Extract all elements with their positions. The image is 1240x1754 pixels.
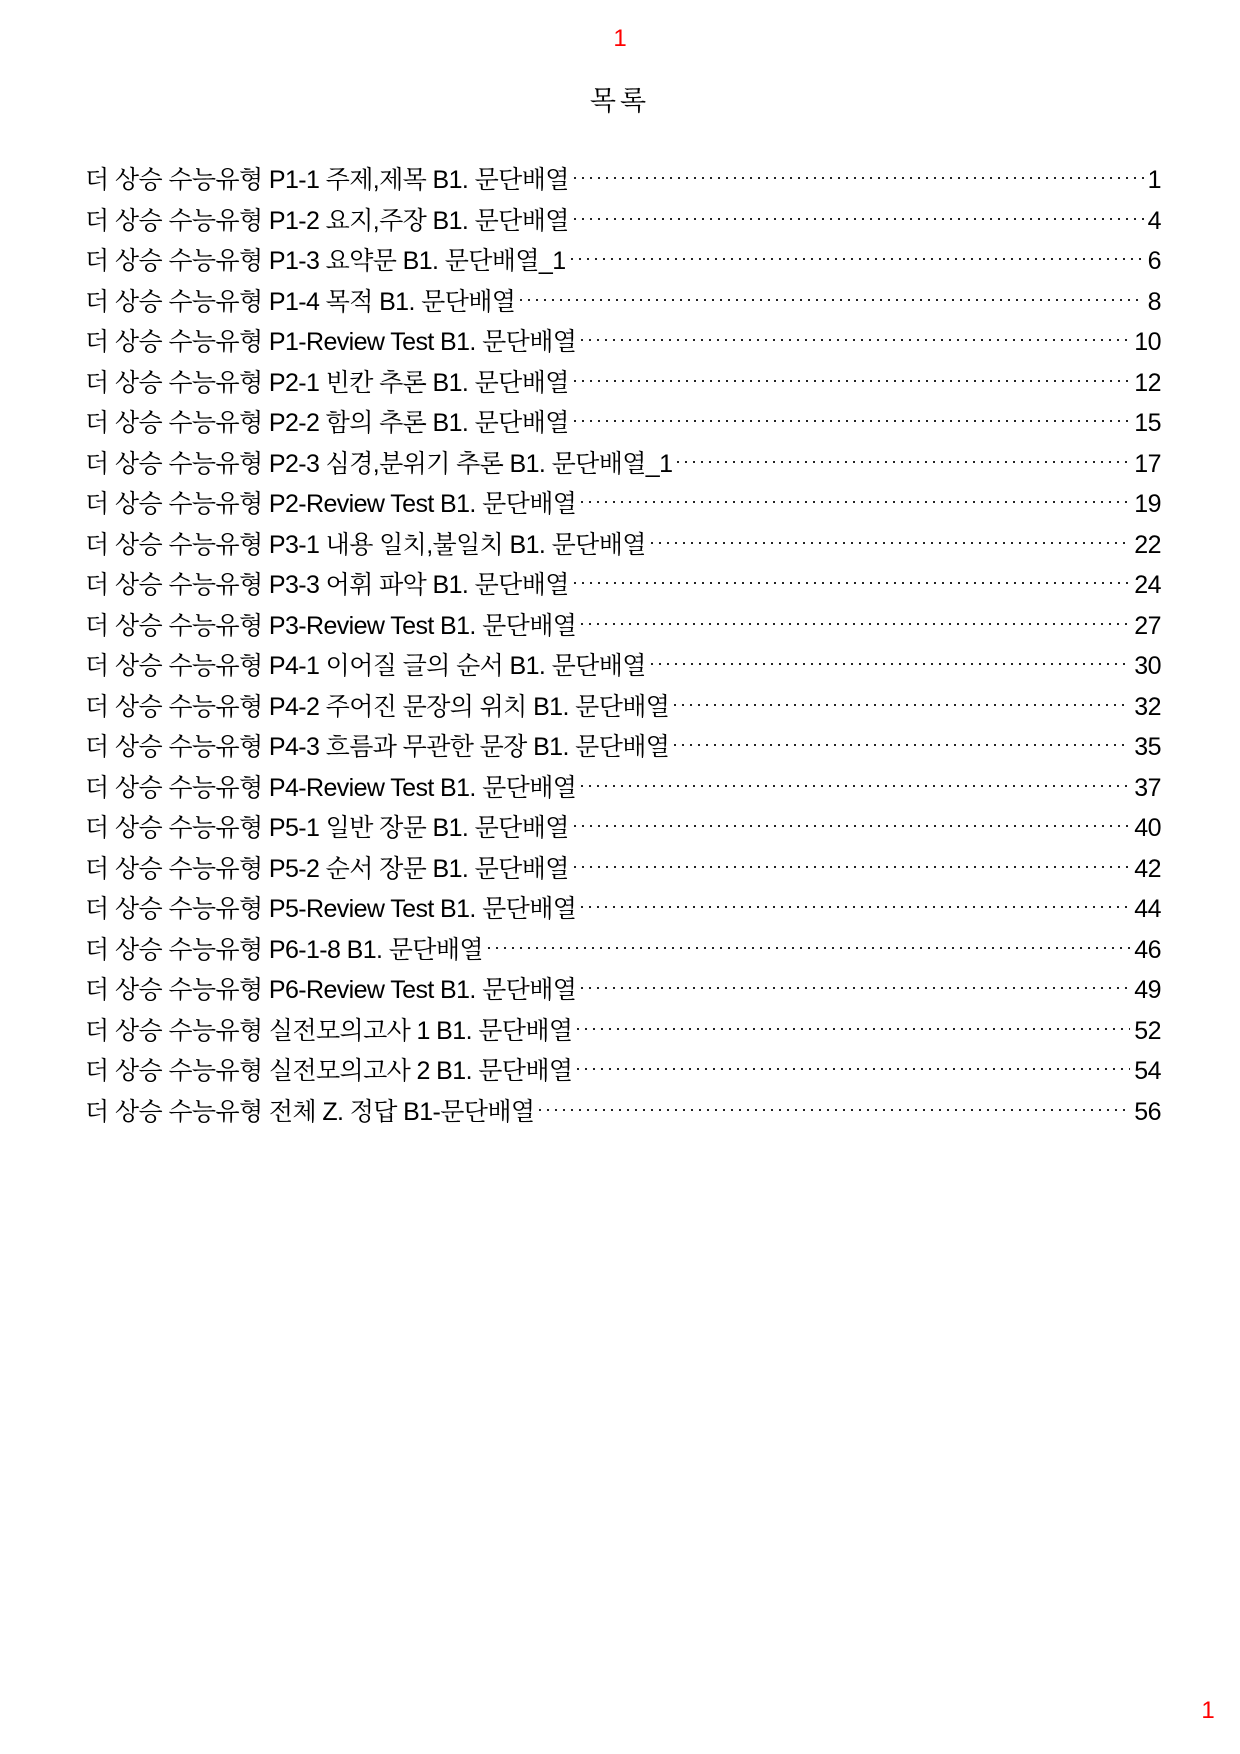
- toc-entry-title: 더 상승 수능유형 P4-Review Test B1. 문단배열: [85, 773, 577, 802]
- toc-entry-page: 24: [1134, 571, 1161, 599]
- dot-leader: [571, 380, 1130, 382]
- footer-page-number: 1: [1201, 1697, 1215, 1724]
- toc-entry[interactable]: [85, 930, 1161, 971]
- toc-entry-page: 49: [1134, 976, 1161, 1004]
- dot-leader: [578, 906, 1130, 908]
- dot-leader: [571, 218, 1144, 220]
- toc-entry-title: 더 상승 수능유형 P1-Review Test B1. 문단배열: [85, 328, 577, 356]
- toc-entry-title: 더 상승 수능유형 P3-Review Test B1. 문단배열: [85, 611, 577, 640]
- toc-entry-title: 더 상승 수능유형 P3-3 어휘 파악 B1. 문단배열: [85, 571, 569, 599]
- toc-entry-page: 10: [1134, 328, 1161, 356]
- toc-entry-title: 더 상승 수능유형 P1-1 주제,제목 B1. 문단배열: [85, 166, 569, 194]
- toc-entry-page: 46: [1134, 935, 1161, 964]
- toc-entry[interactable]: [85, 484, 1161, 525]
- toc-entry-title: 더 상승 수능유형 P2-1 빈칸 추론 B1. 문단배열: [85, 368, 569, 397]
- toc-entry[interactable]: [85, 768, 1161, 809]
- toc-entry[interactable]: [85, 525, 1161, 566]
- dot-leader: [536, 1109, 1130, 1111]
- dot-leader: [571, 825, 1130, 827]
- toc-entry[interactable]: [85, 808, 1161, 849]
- dot-leader: [671, 704, 1130, 706]
- toc-entry[interactable]: [85, 970, 1161, 1011]
- toc-entry-title: 더 상승 수능유형 P5-2 순서 장문 B1. 문단배열: [85, 854, 569, 883]
- toc-entry[interactable]: [85, 363, 1161, 404]
- toc-entry-title: 더 상승 수능유형 실전모의고사 1 B1. 문단배열: [85, 1016, 573, 1045]
- toc-entry[interactable]: [85, 727, 1161, 768]
- toc-entry-title: 더 상승 수능유형 전체 Z. 정답 B1-문단배열: [85, 1097, 535, 1126]
- toc-entry-page: 40: [1134, 814, 1161, 842]
- toc-entry-title: 더 상승 수능유형 P1-3 요약문 B1. 문단배열_1: [85, 247, 566, 275]
- dot-leader: [574, 1028, 1130, 1030]
- toc-entry-page: 12: [1134, 368, 1161, 397]
- toc-entry-title: 더 상승 수능유형 P1-2 요지,주장 B1. 문단배열: [85, 206, 569, 235]
- toc-entry[interactable]: [85, 444, 1161, 485]
- dot-leader: [578, 501, 1130, 503]
- dot-leader: [568, 258, 1144, 260]
- toc-entry-title: 더 상승 수능유형 P4-1 이어질 글의 순서 B1. 문단배열: [85, 652, 646, 680]
- toc-entry[interactable]: [85, 282, 1161, 323]
- toc-title: 목록: [589, 86, 651, 116]
- dot-leader: [571, 866, 1130, 868]
- toc-entry-page: 27: [1134, 611, 1161, 640]
- toc-entry-page: 8: [1147, 287, 1161, 316]
- toc-entry-page: 6: [1147, 247, 1161, 275]
- dot-leader: [485, 947, 1130, 949]
- toc-entry[interactable]: [85, 1092, 1161, 1133]
- dot-leader: [578, 785, 1130, 787]
- dot-leader: [648, 663, 1130, 665]
- toc-entry[interactable]: [85, 1051, 1161, 1092]
- toc-entry[interactable]: [85, 322, 1161, 363]
- toc-entry-title: 더 상승 수능유형 P3-1 내용 일치,불일치 B1. 문단배열: [85, 530, 646, 559]
- toc-entry-title: 더 상승 수능유형 P6-Review Test B1. 문단배열: [85, 976, 577, 1004]
- toc-entry-page: 30: [1134, 652, 1161, 680]
- toc-entry-page: 32: [1134, 692, 1161, 721]
- toc-entry-page: 4: [1147, 206, 1161, 235]
- toc-entry-title: 더 상승 수능유형 P5-Review Test B1. 문단배열: [85, 895, 577, 923]
- dot-leader: [648, 542, 1130, 544]
- toc-entry[interactable]: [85, 201, 1161, 242]
- toc-entry-page: 19: [1134, 490, 1161, 518]
- dot-leader: [571, 420, 1130, 422]
- toc-entry-title: 더 상승 수능유형 P6-1-8 B1. 문단배열: [85, 935, 483, 964]
- dot-leader: [578, 339, 1130, 341]
- toc-entry-page: 37: [1134, 773, 1161, 802]
- toc-entry[interactable]: [85, 160, 1161, 201]
- dot-leader: [571, 582, 1130, 584]
- toc-entry-title: 더 상승 수능유형 P4-3 흐름과 무관한 문장 B1. 문단배열: [85, 733, 670, 761]
- toc-entry[interactable]: [85, 606, 1161, 647]
- dot-leader: [578, 987, 1130, 989]
- dot-leader: [578, 623, 1130, 625]
- toc-entry[interactable]: [85, 687, 1161, 728]
- toc-entry-page: 56: [1134, 1097, 1161, 1126]
- header-page-number: 1: [613, 25, 627, 52]
- toc-entry-page: 52: [1134, 1016, 1161, 1045]
- toc-entry-title: 더 상승 수능유형 실전모의고사 2 B1. 문단배열: [85, 1057, 573, 1085]
- table-of-contents: [85, 160, 1161, 1132]
- toc-entry-page: 54: [1134, 1057, 1161, 1085]
- toc-entry[interactable]: [85, 1011, 1161, 1052]
- dot-leader: [571, 177, 1144, 179]
- toc-entry-page: 15: [1134, 409, 1161, 437]
- toc-entry-title: 더 상승 수능유형 P5-1 일반 장문 B1. 문단배열: [85, 814, 569, 842]
- toc-entry-title: 더 상승 수능유형 P2-3 심경,분위기 추론 B1. 문단배열_1: [85, 449, 673, 478]
- dot-leader: [574, 1068, 1130, 1070]
- dot-leader: [517, 299, 1143, 301]
- toc-entry-page: 42: [1134, 854, 1161, 883]
- toc-entry[interactable]: [85, 889, 1161, 930]
- toc-entry-page: 1: [1147, 166, 1161, 194]
- toc-entry-title: 더 상승 수능유형 P2-2 함의 추론 B1. 문단배열: [85, 409, 569, 437]
- toc-entry[interactable]: [85, 646, 1161, 687]
- toc-entry[interactable]: [85, 565, 1161, 606]
- dot-leader: [671, 744, 1130, 746]
- toc-entry-title: 더 상승 수능유형 P1-4 목적 B1. 문단배열: [85, 287, 516, 316]
- toc-entry-page: 22: [1134, 530, 1161, 559]
- toc-entry[interactable]: [85, 241, 1161, 282]
- toc-entry-title: 더 상승 수능유형 P2-Review Test B1. 문단배열: [85, 490, 577, 518]
- toc-entry-page: 17: [1134, 449, 1161, 478]
- toc-entry-title: 더 상승 수능유형 P4-2 주어진 문장의 위치 B1. 문단배열: [85, 692, 670, 721]
- toc-entry-page: 35: [1134, 733, 1161, 761]
- toc-entry[interactable]: [85, 849, 1161, 890]
- toc-entry[interactable]: [85, 403, 1161, 444]
- toc-entry-page: 44: [1134, 895, 1161, 923]
- dot-leader: [674, 461, 1130, 463]
